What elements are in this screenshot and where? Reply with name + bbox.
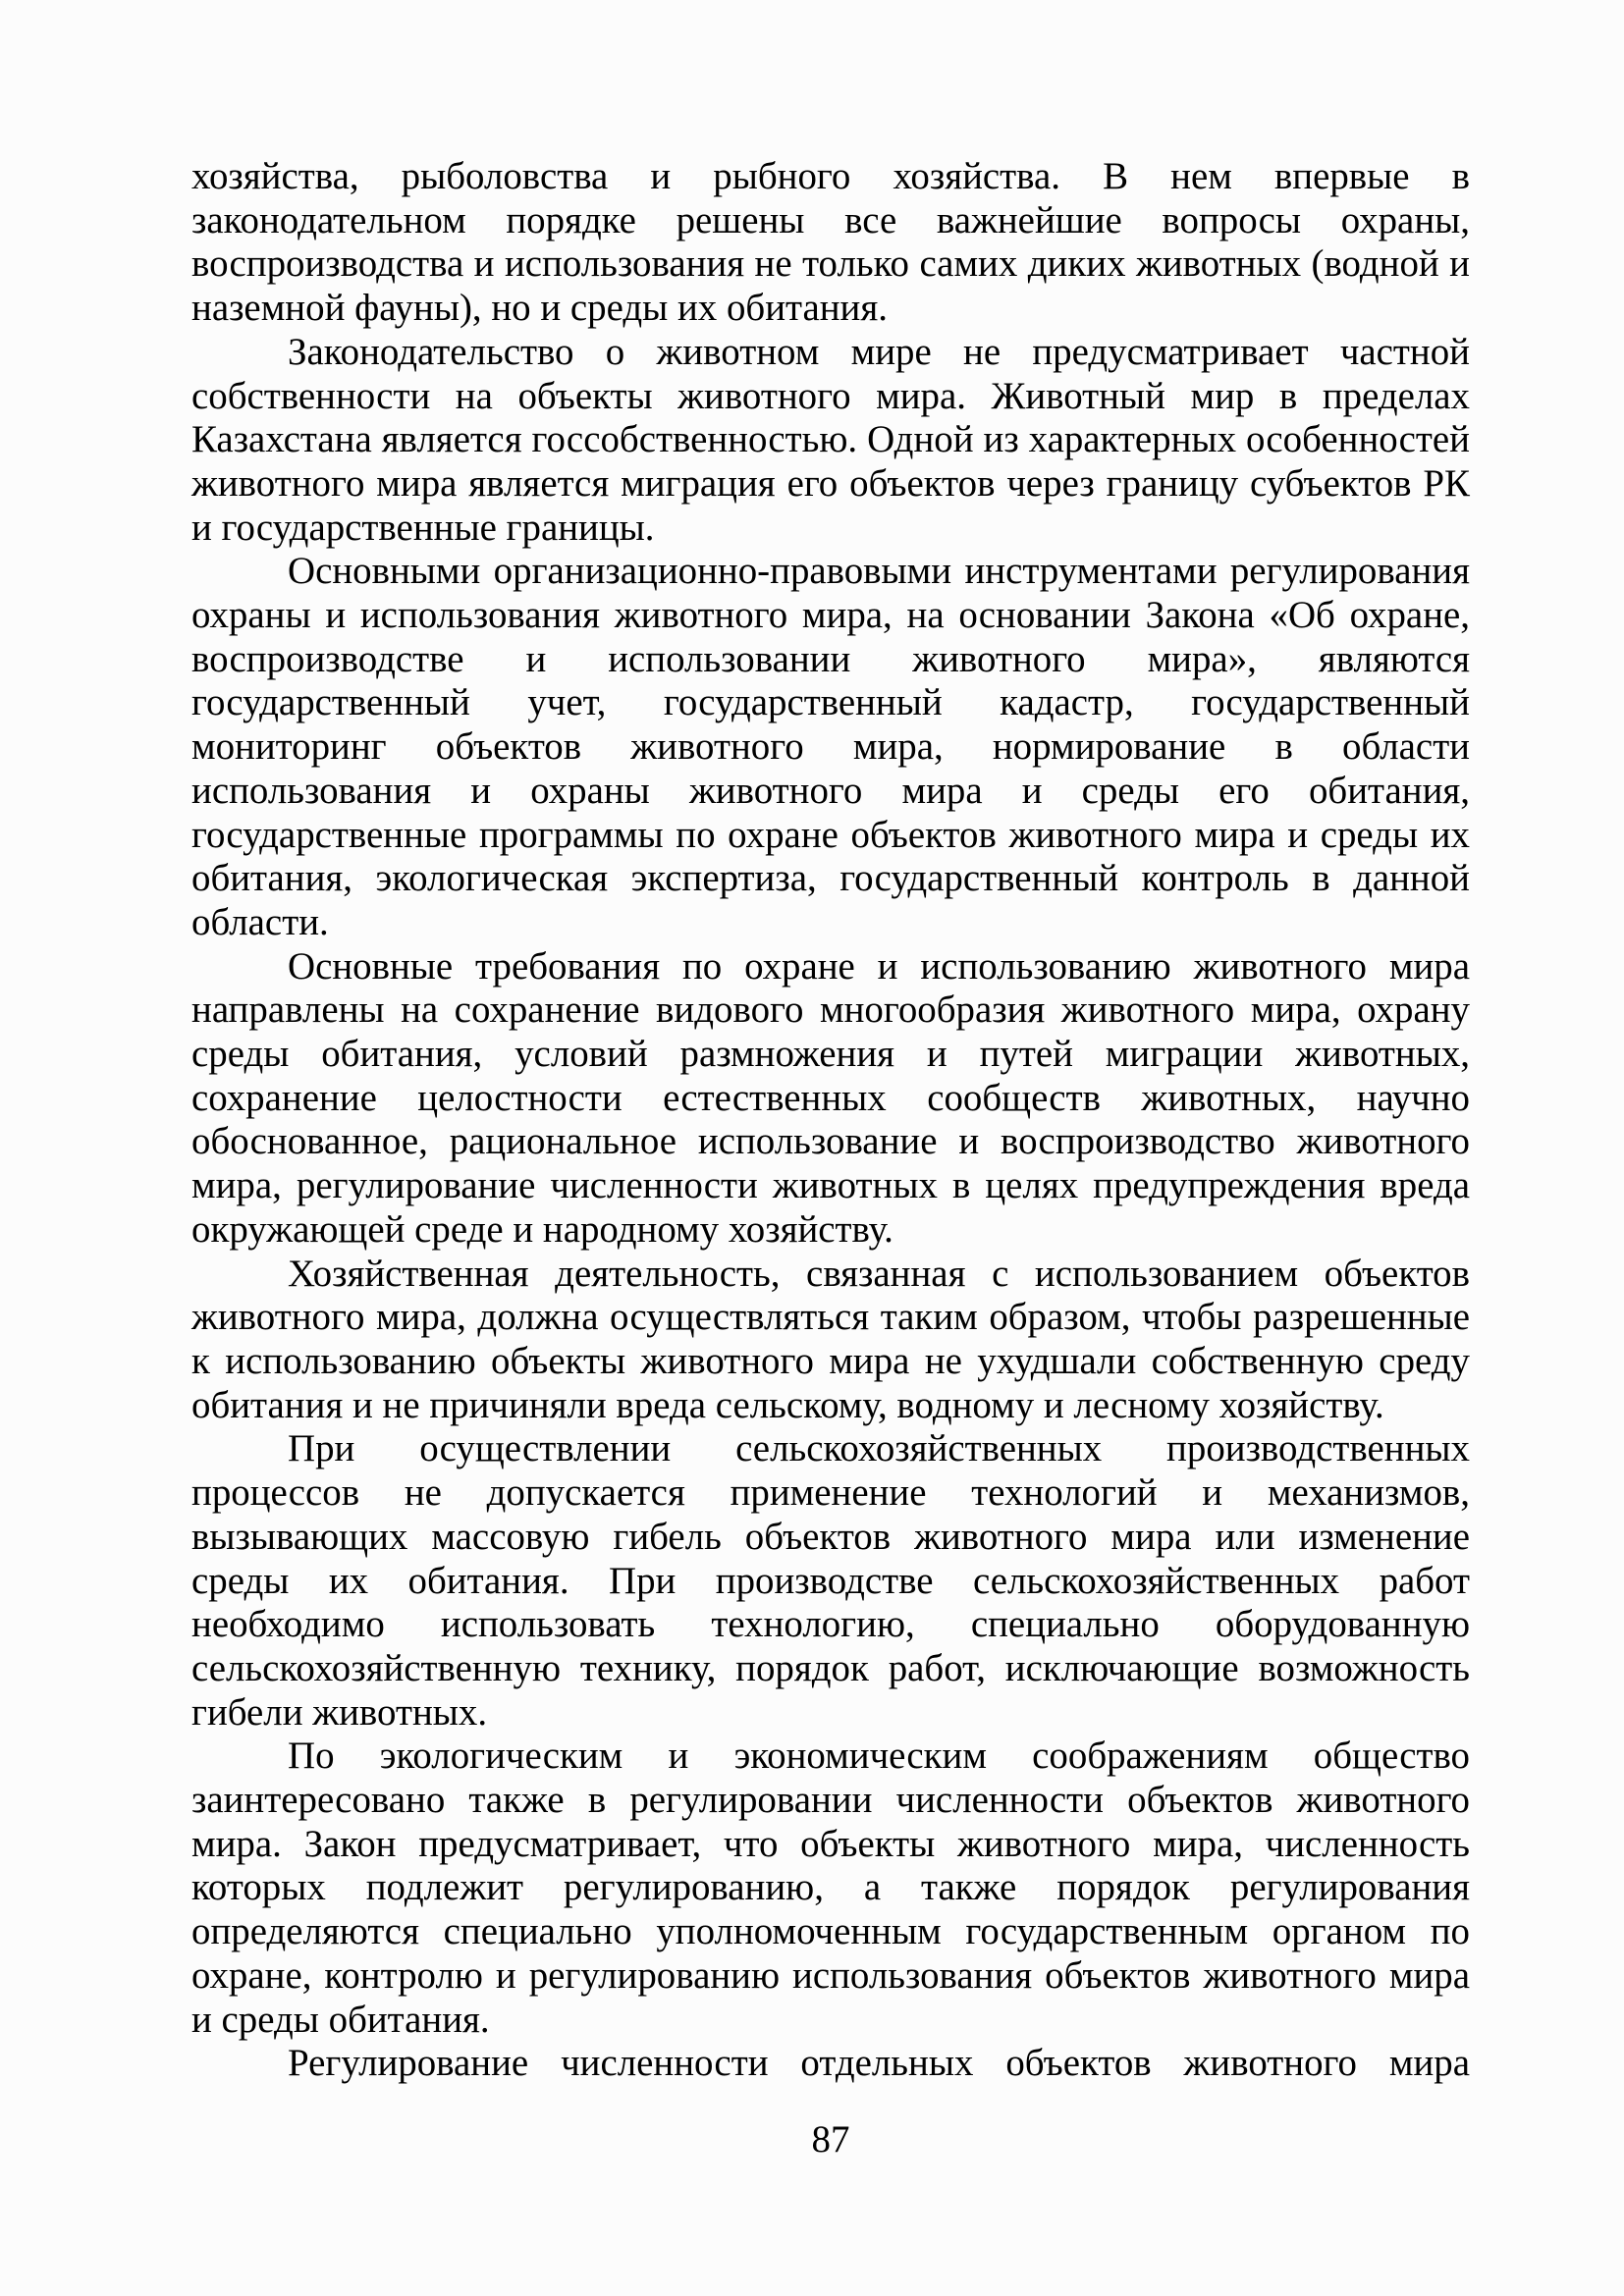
text-paragraph: Основными организационно-правовыми инструментами регулирования охраны и использования животного мира, на основании Закона «Об охране, воспроизводстве и использовании животного мира», являются государственный учет, государственный кадастр, государственный мониторинг объектов животного мира, нормирование в области использования и охраны животного мира и среды его обитания, государственные программы по охране объектов животного мира и среды их обитания, экологическая экспертиза, государственный контроль в данной области. [191, 550, 1470, 943]
text-paragraph: По экологическим и экономическим соображениям общество заинтересовано также в регулировании численности объектов животного мира. Закон предусматривает, что объекты животного мира, численность которых подлежит регулированию, а также порядок регулирования определяются специально уполномоченным государственным органом по охране, контролю и регулированию использования объектов животного мира и среды обитания. [191, 1735, 1470, 2041]
text-paragraph: Регулирование численности отдельных объектов животного мира [288, 2042, 1470, 2085]
text-paragraph: Законодательство о животном мире не предусматривает частной собственности на объекты животного мира. Животный мир в пределах Казахстана является госсобственностью. Одной из характерных особенностей животного мира является миграция его объектов через границу субъектов РК и государственные границы. [191, 330, 1470, 549]
text-paragraph: Хозяйственная деятельность, связанная с использованием объектов животного мира, должна осуществляться таким образом, чтобы разрешенные к использованию объекты животного мира не ухудшали собственную среду обитания и не причиняли вреда сельскому, водному и лесному хозяйству. [191, 1252, 1470, 1426]
page-number: 87 [811, 2118, 850, 2161]
text-paragraph: Основные требования по охране и использованию животного мира направлены на сохранение видового многообразия животного мира, охрану среды обитания, условий размножения и путей миграции животных, сохранение целостности естественных сообществ животных, научно обоснованное, рациональное использование и воспроизводство животного мира, регулирование численности животных в целях предупреждения вреда окружающей среде и народному хозяйству. [191, 944, 1470, 1251]
text-paragraph: хозяйства, рыболовства и рыбного хозяйства. В нем впервые в законодательном порядке решены все важнейшие вопросы охраны, воспроизводства и использования не только самих диких животных (водной и наземной фауны), но и среды их обитания. [191, 155, 1470, 330]
text-paragraph: При осуществлении сельскохозяйственных производственных процессов не допускается применение технологий и механизмов, вызывающих массовую гибель объектов животного мира или изменение среды их обитания. При производстве сельскохозяйственных работ необходимо использовать технологию, специально оборудованную сельскохозяйственную технику, порядок работ, исключающие возможность гибели животных. [191, 1427, 1470, 1734]
